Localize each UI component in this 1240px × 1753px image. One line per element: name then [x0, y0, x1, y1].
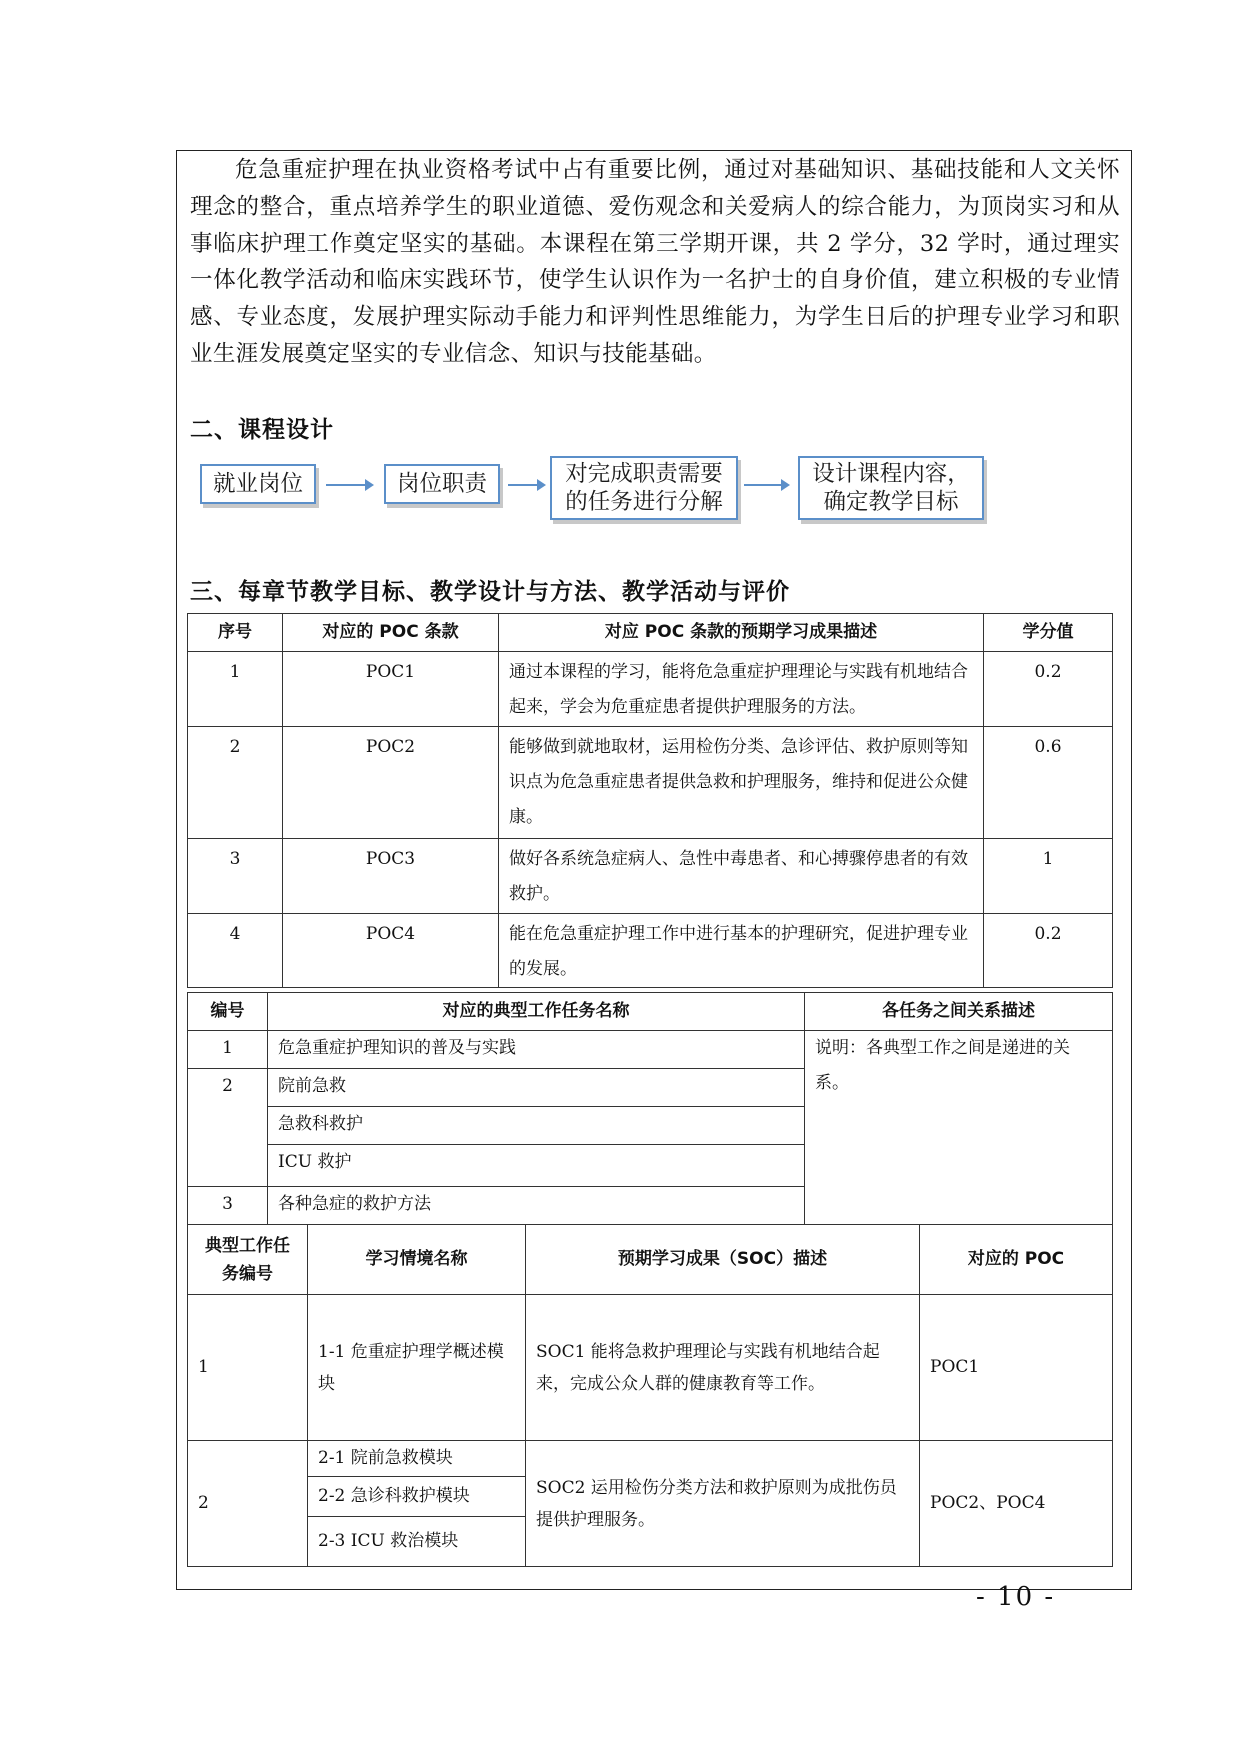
task-table [187, 992, 1113, 1225]
poc-row-desc: 通过本课程的学习，能将危急重症护理理论与实践有机地结合起来，学会为危重症患者提供护理服务的方法。 [499, 652, 984, 727]
poc-row-no: 1 [188, 652, 283, 727]
table-row [188, 914, 1113, 988]
task-row-name: ICU 救护 [268, 1145, 805, 1187]
table-row [188, 1441, 1113, 1477]
poc-row-desc: 做好各系统急症病人、急性中毒患者、和心搏骤停患者的有效救护。 [499, 839, 984, 914]
soc-header-task-no: 典型工作任务编号 [188, 1225, 308, 1295]
page-number: - 10 - [976, 1582, 1056, 1612]
table-row [188, 839, 1113, 914]
flow-step-3: 对完成职责需要的任务进行分解 [550, 456, 738, 520]
poc-row-no: 2 [188, 727, 283, 839]
table-row [188, 1031, 1113, 1069]
task-row-no: 3 [188, 1187, 268, 1225]
task-header-name: 对应的典型工作任务名称 [268, 993, 805, 1031]
intro-paragraph [190, 152, 1120, 373]
poc-row-desc: 能在危急重症护理工作中进行基本的护理研究，促进护理专业的发展。 [499, 914, 984, 988]
soc-row-situation: 2-1 院前急救模块 [308, 1441, 526, 1477]
poc-row-no: 4 [188, 914, 283, 988]
task-row-no: 1 [188, 1031, 268, 1069]
task-row-name: 院前急救 [268, 1069, 805, 1107]
soc-row-situation: 2-3 ICU 救治模块 [308, 1517, 526, 1567]
poc-row-poc: POC2 [283, 727, 499, 839]
intro-text: 危急重症护理在执业资格考试中占有重要比例，通过对基础知识、基础技能和人文关怀理念的整合，重点培养学生的职业道德、爱伤观念和关爱病人的综合能力，为顶岗实习和从事临床护理工作奠定坚实的基础。本课程在第三学期开课，共 2 学分，32 学时，通过理实一体化教学活动和临床实践环节，使学生认识作为一名护士的自身价值，建立积极的专业情感、专业态度，发展护理实际动手能力和评判性思维能力，为学生日后的护理专业学习和职业生涯发展奠定坚实的专业信念、知识与技能基础。 [190, 157, 1120, 367]
poc-row-desc: 能够做到就地取材，运用检伤分类、急诊评估、救护原则等知识点为危急重症患者提供急救和护理服务，维持和促进公众健康。 [499, 727, 984, 839]
poc-row-credit: 1 [984, 839, 1113, 914]
flow-step-2: 岗位职责 [384, 464, 500, 504]
table-row [188, 1295, 1113, 1441]
section-3-title: 三、每章节教学目标、教学设计与方法、教学活动与评价 [190, 579, 790, 605]
soc-row-soc: SOC2 运用检伤分类方法和救护原则为成批伤员提供护理服务。 [526, 1441, 920, 1567]
poc-header-poc: 对应的 POC 条款 [283, 614, 499, 652]
soc-header-situation: 学习情境名称 [308, 1225, 526, 1295]
flow-arrow-2 [508, 484, 544, 486]
soc-header-poc: 对应的 POC [920, 1225, 1113, 1295]
task-relation: 说明：各典型工作之间是递进的关系。 [805, 1031, 1113, 1225]
task-header-relation: 各任务之间关系描述 [805, 993, 1113, 1031]
soc-row-situation: 2-2 急诊科救护模块 [308, 1477, 526, 1517]
task-header-no: 编号 [188, 993, 268, 1031]
poc-row-poc: POC1 [283, 652, 499, 727]
soc-header-soc: 预期学习成果（SOC）描述 [526, 1225, 920, 1295]
task-row-name: 急救科救护 [268, 1107, 805, 1145]
poc-row-credit: 0.6 [984, 727, 1113, 839]
poc-row-credit: 0.2 [984, 652, 1113, 727]
poc-row-no: 3 [188, 839, 283, 914]
task-row-name: 各种急症的救护方法 [268, 1187, 805, 1225]
poc-header-credit: 学分值 [984, 614, 1113, 652]
table-row [188, 727, 1113, 839]
task-row-name: 危急重症护理知识的普及与实践 [268, 1031, 805, 1069]
soc-row-poc: POC2、POC4 [920, 1441, 1113, 1567]
section-2-title: 二、课程设计 [190, 417, 334, 443]
flow-step-4: 设计课程内容，确定教学目标 [798, 456, 984, 520]
task-row-no: 2 [188, 1069, 268, 1187]
poc-header-desc: 对应 POC 条款的预期学习成果描述 [499, 614, 984, 652]
soc-row-situation: 1-1 危重症护理学概述模块 [308, 1295, 526, 1441]
flow-arrow-3 [744, 484, 788, 486]
poc-row-poc: POC4 [283, 914, 499, 988]
soc-row-no: 2 [188, 1441, 308, 1567]
soc-row-soc: SOC1 能将急救护理理论与实践有机地结合起来，完成公众人群的健康教育等工作。 [526, 1295, 920, 1441]
poc-table [187, 613, 1113, 988]
poc-header-no: 序号 [188, 614, 283, 652]
soc-row-no: 1 [188, 1295, 308, 1441]
poc-row-poc: POC3 [283, 839, 499, 914]
flow-step-1: 就业岗位 [200, 464, 316, 504]
flow-arrow-1 [326, 484, 372, 486]
soc-row-poc: POC1 [920, 1295, 1113, 1441]
table-row [188, 652, 1113, 727]
soc-table [187, 1224, 1113, 1567]
poc-row-credit: 0.2 [984, 914, 1113, 988]
